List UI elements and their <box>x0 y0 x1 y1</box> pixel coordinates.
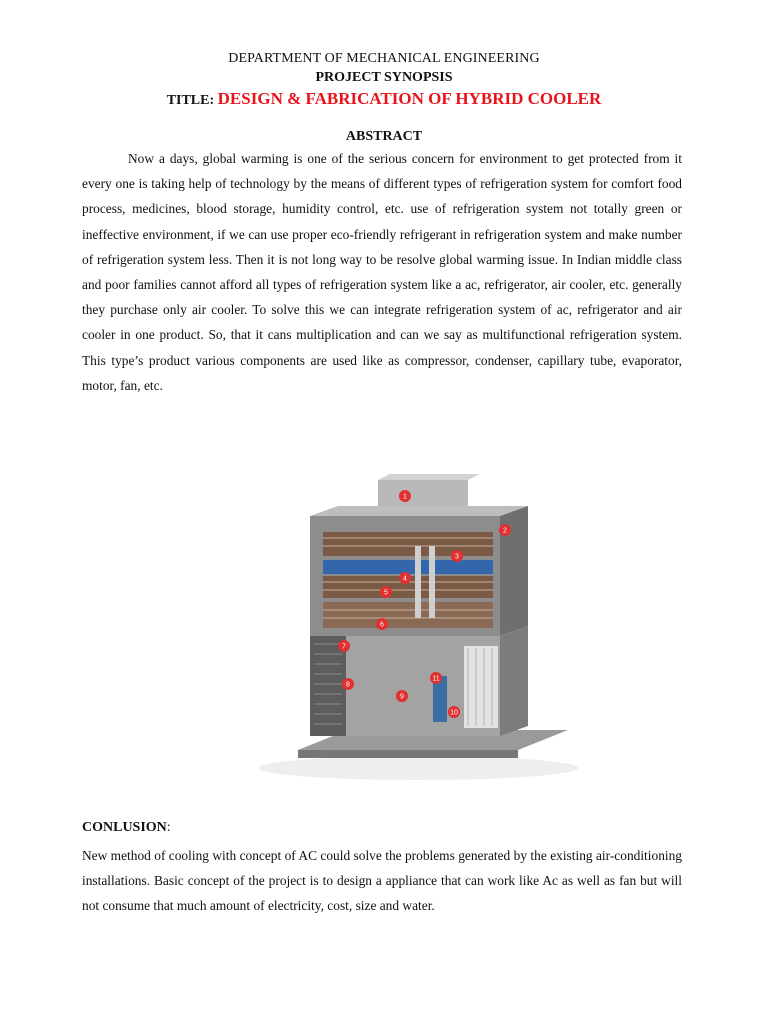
svg-text:9: 9 <box>400 693 404 701</box>
abstract-paragraph: Now a days, global warming is one of the serious concern for environment to get protected from it every one is taking help of technology by the means of different types of refrigeration system for comfort food process, medicines, blood storage, humidity control, etc. use of refrigeration system not totally green or ineffective environment, if we can use proper eco-friendly refrigerant in refrigeration system and make number of refrigeration system less. Then it is not long way to be resolve global warming issue. In Indian middle class and poor families cannot afford all types of refrigeration system like a ac, refrigerator, air cooler, etc. generally they purchase only air cooler. To solve this we can integrate refrigeration system of ac, refrigerator and air cooler in one product. So, that it cans multiplication and can we say as multifunctional refrigeration system. This type’s product various components are used like as compressor, condenser, capillary tube, evaporator, motor, fan, etc. <box>82 151 682 393</box>
callout-marker <box>338 640 350 652</box>
title-label: TITLE: <box>166 93 215 108</box>
svg-text:6: 6 <box>380 621 384 629</box>
svg-text:11: 11 <box>432 675 440 683</box>
conclusion-heading-colon: : <box>166 820 171 835</box>
svg-text:2: 2 <box>503 527 507 535</box>
svg-text:3: 3 <box>455 553 459 561</box>
callout-marker <box>399 572 411 584</box>
abstract-heading: ABSTRACT <box>345 129 423 144</box>
callout-marker <box>399 490 411 502</box>
project-title <box>0 89 768 109</box>
callout-marker <box>448 706 460 718</box>
title-value: DESIGN & FABRICATION OF HYBRID COOLER <box>217 89 602 108</box>
callout-marker <box>451 550 463 562</box>
document-type-heading: PROJECT SYNOPSIS <box>315 70 453 85</box>
svg-text:1: 1 <box>403 493 407 501</box>
figure-callouts <box>228 468 583 790</box>
callout-marker <box>396 690 408 702</box>
callout-marker <box>376 618 388 630</box>
svg-text:5: 5 <box>384 589 388 597</box>
conclusion-paragraph: New method of cooling with concept of AC could solve the problems generated by the existing air-conditioning installations. Basic concept of the project is to design a appliance that can work like Ac as well as fan but will not consume that much amount of electricity, cost, size and water. <box>82 848 682 914</box>
callout-marker <box>499 524 511 536</box>
callout-marker <box>430 672 442 684</box>
svg-text:8: 8 <box>346 681 350 689</box>
callout-marker <box>380 586 392 598</box>
conclusion-heading <box>82 820 171 836</box>
svg-text:4: 4 <box>403 575 407 583</box>
svg-text:10: 10 <box>450 709 458 717</box>
conclusion-heading-text: CONLUSION <box>82 820 167 835</box>
callout-marker <box>342 678 354 690</box>
svg-text:7: 7 <box>342 643 346 651</box>
department-heading: DEPARTMENT OF MECHANICAL ENGINEERING <box>228 51 540 66</box>
